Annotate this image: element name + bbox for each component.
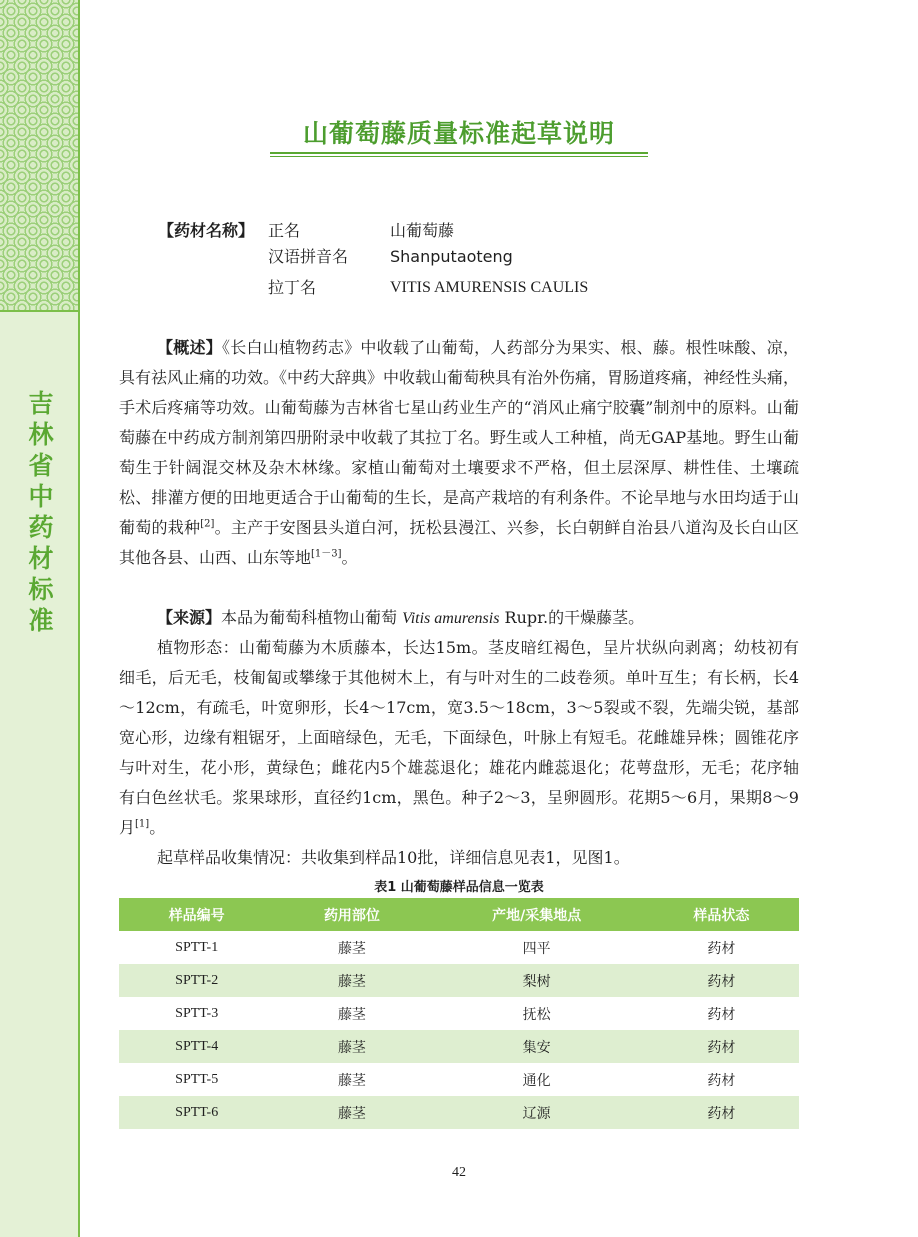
- name-key: 汉语拼音名: [268, 247, 349, 266]
- vertical-title-char: 省: [28, 451, 54, 480]
- table-caption: 表1 山葡萄藤样品信息一览表: [374, 880, 544, 895]
- name-value: Shanputaoteng: [390, 247, 513, 266]
- vertical-title-char: 中: [28, 482, 54, 511]
- table-cell: 抚松: [522, 1006, 551, 1023]
- collection-paragraph: [119, 843, 799, 873]
- table-cell: SPTT-4: [119, 1030, 274, 1063]
- column-header: 样品编号: [119, 898, 274, 931]
- table-cell: 药材: [707, 1072, 736, 1089]
- side-band: [0, 0, 80, 1237]
- source-label: 【来源】: [157, 608, 222, 627]
- name-key: 拉丁名: [268, 278, 317, 297]
- column-header: 产地/采集地点: [430, 898, 644, 931]
- vertical-title-char: 标: [28, 575, 54, 604]
- table-row: [119, 1030, 799, 1063]
- name-key: 正名: [268, 221, 301, 240]
- table-cell: SPTT-5: [175, 1071, 219, 1087]
- vertical-title-char: 材: [28, 544, 54, 573]
- table-cell: 藤茎: [337, 1072, 366, 1089]
- overview-text: 《长白山植物药志》中收载了山葡萄，人药部分为果实、根、藤。根性味酸、凉，具有祛风止痛的功效。《中药大辞典》中收载山葡萄秧具有治外伤痛，胃肠道疼痛，神经性头痛，手术后疼痛等功效。山葡萄藤为吉林省七星山药业生产的“消风止痛宁胶囊”制剂中的原料。山葡萄藤在中药成方制剂第四册附录中收载了其拉丁名。野生或人工种植，尚无GAP基地。野生山葡萄生于针阔混交林及杂木林缘。家植山葡萄对土壤要求不严格，但土层深厚、耕性佳、土壤疏松、排灌方便的田地更适合于山葡萄的生长，是高产栽培的有利条件。不论旱地与水田均适于山葡萄的栽种: [119, 338, 800, 537]
- table-cell: SPTT-2: [119, 964, 274, 997]
- table-cell: 梨树: [430, 964, 644, 997]
- overview-paragraph: [119, 333, 799, 573]
- collection-text: 起草样品收集情况：共收集到样品10批，详细信息见表1，见图1。: [157, 848, 630, 867]
- source-paragraph: [119, 603, 799, 634]
- table-cell: 通化: [522, 1072, 551, 1089]
- column-header: 样品状态: [644, 898, 799, 931]
- overview-label: 【概述】: [157, 338, 223, 357]
- table-cell: 四平: [522, 940, 551, 957]
- reference-mark: [1－3]: [311, 548, 342, 560]
- table-row: [119, 997, 799, 1030]
- title-underline: [270, 152, 648, 154]
- vertical-title-char: 准: [28, 606, 54, 635]
- table-cell: 藤茎: [274, 1096, 429, 1129]
- table-cell: 藤茎: [274, 1030, 429, 1063]
- table-cell: 药材: [707, 1006, 736, 1023]
- table-row: [119, 931, 799, 964]
- table-cell: 集安: [430, 1030, 644, 1063]
- table-row: [119, 1063, 799, 1096]
- overview-text: 。: [341, 548, 358, 567]
- name-row-latin: [158, 273, 758, 303]
- title-underline-thin: [270, 156, 648, 157]
- morphology-end: 。: [149, 818, 166, 837]
- table-cell: 药材: [644, 1096, 799, 1129]
- table-cell: SPTT-3: [175, 1005, 219, 1021]
- vertical-title-char: 吉: [28, 389, 54, 418]
- table-header-row: [119, 898, 799, 931]
- table-cell: 藤茎: [337, 1006, 366, 1023]
- source-text: Rupr.的干燥藤茎。: [499, 608, 645, 627]
- source-text: 本品为葡萄科植物山葡萄: [221, 608, 403, 627]
- column-header: 药用部位: [274, 898, 429, 931]
- cloud-pattern-decoration: [0, 0, 78, 312]
- table-cell: 药材: [644, 964, 799, 997]
- table-cell: 辽源: [430, 1096, 644, 1129]
- sample-table: [119, 898, 799, 1129]
- page-title: 山葡萄藤质量标准起草说明: [302, 119, 615, 148]
- vertical-title-char: 林: [28, 420, 54, 449]
- scientific-name: Vitis amurensis: [402, 610, 500, 627]
- page-number: 42: [452, 1165, 466, 1180]
- table-row: [119, 1096, 799, 1129]
- name-value: VITIS AMURENSIS CAULIS: [390, 279, 589, 296]
- table-cell: 藤茎: [337, 940, 366, 957]
- table-cell: SPTT-6: [119, 1096, 274, 1129]
- morphology-text: 植物形态：山葡萄藤为木质藤本，长达15m。茎皮暗红褐色，呈片状纵向剥离；幼枝初有细毛，后无毛，枝匍匐或攀缘于其他树木上，有与叶对生的二歧卷须。单叶互生；有长柄，长4～12cm，有疏毛，叶宽卵形，长4～17cm，宽3.5～18cm，3～5裂或不裂，先端尖锐，基部宽心形，边缘有粗锯牙，上面暗绿色，无毛，下面绿色，叶脉上有短毛。花雌雄异株；圆锥花序与叶对生，花小形，黄绿色；雌花内5个雄蕊退化；雄花内雌蕊退化；花萼盘形，无毛；花序轴有白色丝状毛。浆果球形，直径约1cm，黑色。种子2～3，呈卵圆形。花期5～6月，果期8～9月: [119, 638, 799, 837]
- table-cell: SPTT-1: [175, 939, 219, 955]
- herb-names-label: 【药材名称】: [158, 221, 255, 240]
- overview-text: 。主产于安图县头道白河，抚松县漫江、兴参，长白朝鲜自治县八道沟及长白山区其他各县、山西、山东等地: [119, 518, 799, 567]
- vertical-book-title: [26, 388, 56, 636]
- table-row: [119, 964, 799, 997]
- name-row-pinyin: [158, 242, 758, 272]
- table-cell: 药材: [707, 940, 736, 957]
- reference-mark: [2]: [200, 518, 215, 530]
- table-cell: 药材: [644, 1030, 799, 1063]
- morphology-paragraph: [119, 633, 799, 843]
- name-value: 山葡萄藤: [390, 221, 455, 240]
- reference-mark: [1]: [135, 818, 150, 830]
- vertical-title-char: 药: [28, 513, 54, 542]
- table-cell: 藤茎: [274, 964, 429, 997]
